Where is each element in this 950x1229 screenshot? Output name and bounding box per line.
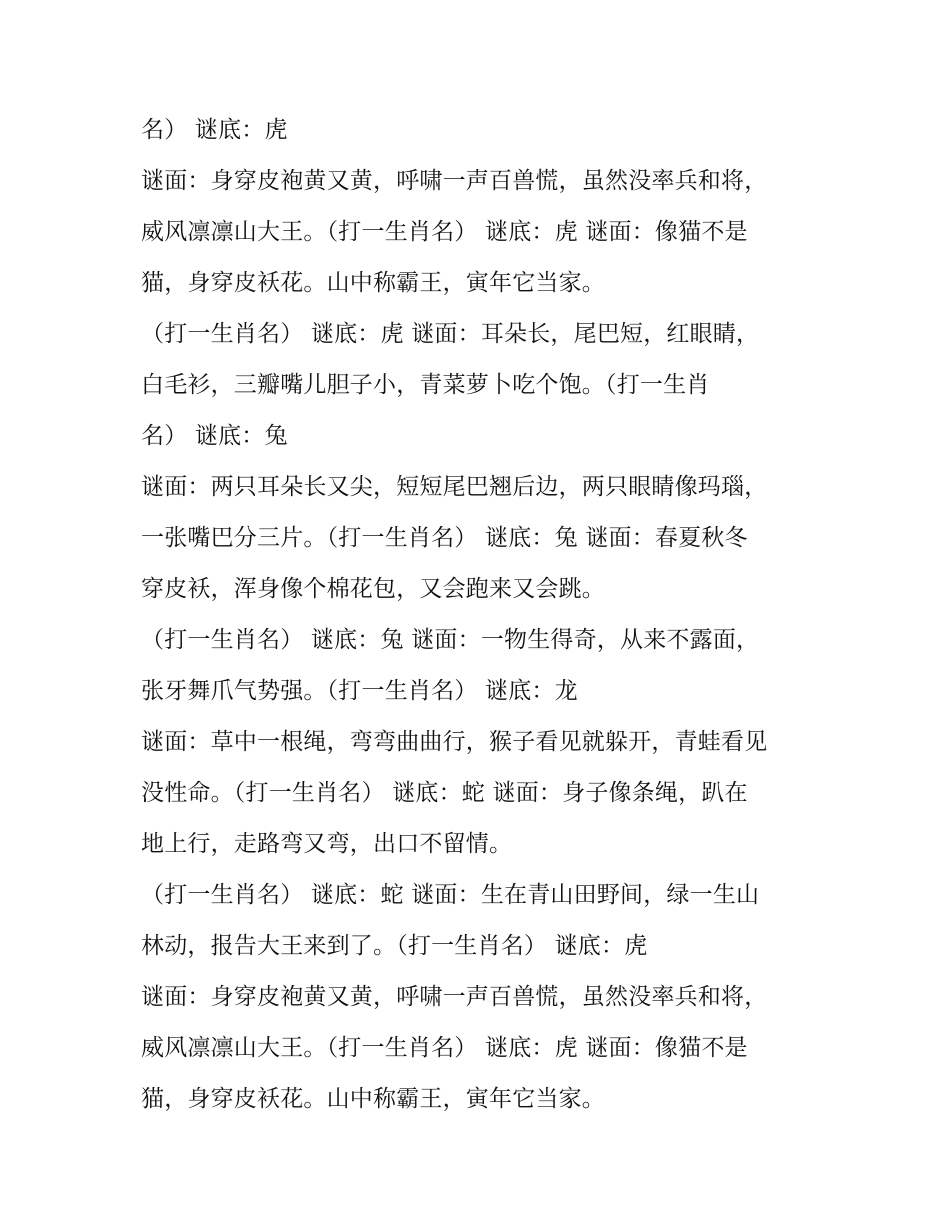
text-line: 穿皮袄，浑身像个棉花包，又会跑来又会跳。 [141, 576, 605, 602]
text-line: 谜面：两只耳朵长又尖，短短尾巴翘后边，两只眼睛像玛瑙， [141, 474, 768, 500]
text-line: 谜面：身穿皮袍黄又黄，呼啸一声百兽慌，虽然没率兵和将， [141, 984, 768, 1010]
text-line: （打一生肖名） 谜底：虎 谜面：耳朵长，尾巴短，红眼睛， [141, 321, 760, 347]
text-line: （打一生肖名） 谜底：蛇 谜面：生在青山田野间，绿一生山 [141, 882, 760, 908]
text-line: 名） 谜底：兔 [141, 423, 288, 449]
text-line: 名） 谜底：虎 [141, 117, 288, 143]
text-line: 林动，报告大王来到了。（打一生肖名） 谜底：虎 [141, 933, 648, 959]
text-line: 威风凛凛山大王。（打一生肖名） 谜底：虎 谜面：像猫不是 [141, 219, 748, 245]
text-line: 地上行，走路弯又弯，出口不留情。 [141, 831, 513, 857]
text-line: 谜面：草中一根绳，弯弯曲曲行，猴子看见就躲开，青蛙看见 [141, 729, 768, 755]
text-line: （打一生肖名） 谜底：兔 谜面：一物生得奇，从来不露面， [141, 627, 760, 653]
text-line: 威风凛凛山大王。（打一生肖名） 谜底：虎 谜面：像猫不是 [141, 1035, 748, 1061]
text-line: 猫，身穿皮袄花。山中称霸王，寅年它当家。 [141, 1086, 605, 1112]
text-line: 白毛衫，三瓣嘴儿胆子小，青菜萝卜吃个饱。（打一生肖 [141, 372, 710, 398]
text-line: 一张嘴巴分三片。（打一生肖名） 谜底：兔 谜面：春夏秋冬 [141, 525, 748, 551]
text-line: 张牙舞爪气势强。（打一生肖名） 谜底：龙 [141, 678, 578, 704]
text-line: 猫，身穿皮袄花。山中称霸王，寅年它当家。 [141, 270, 605, 296]
document-body [141, 108, 841, 1128]
text-line: 谜面：身穿皮袍黄又黄，呼啸一声百兽慌，虽然没率兵和将， [141, 168, 768, 194]
text-line: 没性命。（打一生肖名） 谜底：蛇 谜面：身子像条绳，趴在 [141, 780, 748, 806]
